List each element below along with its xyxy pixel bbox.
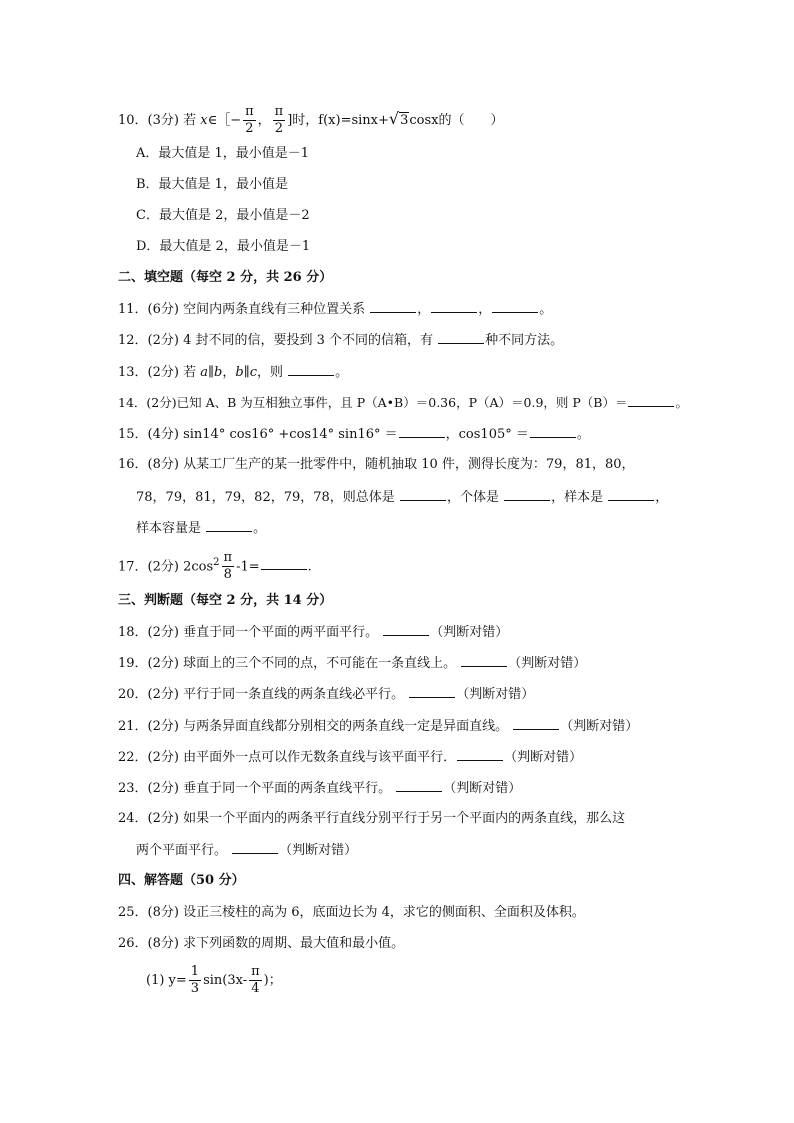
q10-option-b: B．最大值是 1，最小值是 <box>136 177 288 192</box>
answer-blank[interactable] <box>409 684 455 698</box>
q23: 23．(2分) 垂直于同一个平面的两条直线平行。 （判断对错） <box>118 778 521 799</box>
answer-blank[interactable] <box>396 778 442 792</box>
q10-stem: 10．(3分) 若 x∈［− $\frac{\pi}{2}$ ， $\frac{\pi}{2}$ ]时，f(x)=sinx+√3cosx的（ ） <box>118 104 504 136</box>
q22: 22．(2分) 由平面外一点可以作无数条直线与该平面平行． （判断对错） <box>118 747 582 768</box>
answer-blank[interactable] <box>530 424 576 438</box>
q21: 21．(2分) 与两条异面直线都分别相交的两条直线一定是异面直线。 （判断对错） <box>118 716 638 737</box>
q19: 19．(2分) 球面上的三个不同的点，不可能在一条直线上。 （判断对错） <box>118 653 586 674</box>
answer-blank[interactable] <box>438 330 484 344</box>
section-heading-true-false: 三、判断题（每空 2 分，共 14 分） <box>118 593 333 608</box>
answer-blank[interactable] <box>232 840 278 854</box>
q14: 14．(2分)已知 A、B 为互相独立事件，且 P（A•B）＝0.36，P（A）＝0.9，则 P（B）＝ 。 <box>118 395 688 410</box>
fraction-pi-over-2: $\frac{\pi}{2}$ <box>245 104 254 136</box>
q16-line1: 16．(8分) 从某工厂生产的某一批零件中，随机抽取 10 件，测得长度为：79，81，80， <box>118 457 635 472</box>
answer-blank[interactable] <box>370 299 416 313</box>
answer-blank[interactable] <box>628 393 674 407</box>
sqrt-3: √3 <box>388 109 409 128</box>
fraction-one-third: $\frac{1}{3}$ <box>190 964 200 996</box>
answer-blank[interactable] <box>399 424 445 438</box>
answer-blank[interactable] <box>608 487 654 501</box>
fraction-pi-over-4: $\frac{\pi}{4}$ <box>251 964 260 996</box>
section-heading-fill-blank: 二、填空题（每空 2 分，共 26 分） <box>118 270 333 285</box>
fraction-pi-over-8: $\frac{\pi}{8}$ <box>223 550 233 583</box>
section-heading-solutions: 四、解答题（50 分） <box>118 873 245 888</box>
answer-blank[interactable] <box>400 487 446 501</box>
answer-blank[interactable] <box>457 747 503 761</box>
q10-option-a: A．最大值是 1，最小值是－1 <box>136 146 310 161</box>
answer-blank[interactable] <box>461 653 507 667</box>
answer-blank[interactable] <box>431 299 477 313</box>
q24-line2: 两个平面平行。 （判断对错） <box>136 840 357 861</box>
q13: 13．(2分) 若 a∥b，b∥c，则 。 <box>118 362 348 383</box>
q25: 25．(8分) 设正三棱柱的高为 6，底面边长为 4，求它的侧面积、全面积及体积。 <box>118 905 585 920</box>
q11: 11．(6分) 空间内两条直线有三种位置关系 ， ， 。 <box>118 299 552 320</box>
q26: 26．(8分) 求下列函数的周期、最大值和最小值。 <box>118 936 405 951</box>
q18: 18．(2分) 垂直于同一个平面的两平面平行。 （判断对错） <box>118 622 508 643</box>
q10-option-d: D．最大值是 2，最小值是－1 <box>136 239 311 254</box>
fraction-pi-over-2: $\frac{\pi}{2}$ <box>274 104 284 136</box>
q15: 15．(4分) sin14° cos16° +cos14° sin16° ＝ ，cos105° ＝ 。 <box>118 424 590 445</box>
q10-option-c: C．最大值是 2，最小值是－2 <box>136 208 310 223</box>
answer-blank[interactable] <box>383 622 429 636</box>
answer-blank[interactable] <box>504 487 550 501</box>
answer-blank[interactable] <box>492 299 538 313</box>
answer-blank[interactable] <box>288 362 334 376</box>
q20: 20．(2分) 平行于同一条直线的两条直线必平行。 （判断对错） <box>118 684 534 705</box>
q16-line2: 78，79，81，79，82，79，78，则总体是 ，个体是 ，样本是 ， <box>136 487 668 508</box>
q16-line3: 样本容量是 。 <box>136 518 266 539</box>
answer-blank[interactable] <box>206 518 252 532</box>
q24-line1: 24．(2分) 如果一个平面内的两条平行直线分别平行于另一个平面内的两条直线，那么这 <box>118 811 626 826</box>
q12: 12．(2分) 4 封不同的信，要投到 3 个不同的信箱，有 种不同方法。 <box>118 330 563 351</box>
answer-blank[interactable] <box>513 716 559 730</box>
q17: 17．(2分) $2\cos^2$ $\frac{\pi}{8}$ -1= . <box>118 550 312 583</box>
q26-sub1: (1) y= $\frac{1}{3}$ sin(3x- $\frac{\pi}{4}$ )； <box>146 964 282 996</box>
answer-blank[interactable] <box>261 556 307 570</box>
